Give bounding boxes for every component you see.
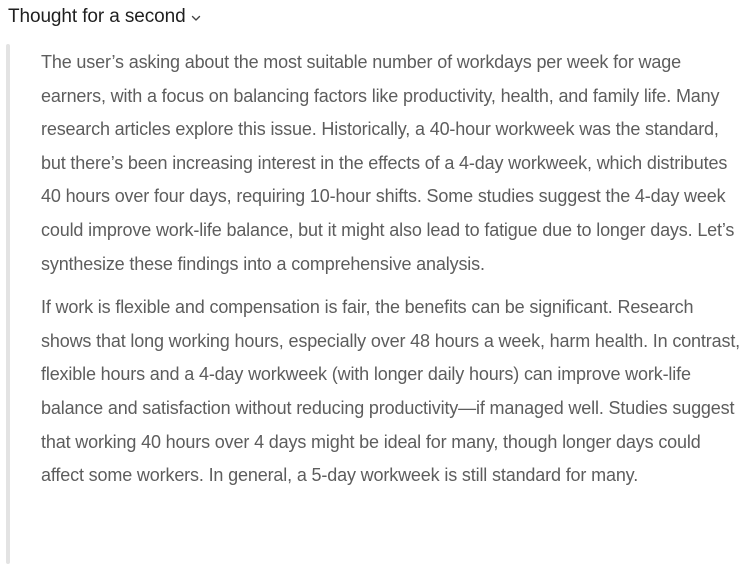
thought-content xyxy=(6,44,742,568)
thought-toggle-label: Thought for a second xyxy=(8,6,186,27)
thought-paragraph-2: If work is flexible and compensation is fair, the benefits can be significant. Research shows that long working hours, especially over 48 hours a week, harm health. In contrast, flexible hours and a 4-day workweek (with longer daily hours) can improve work-life balance and satisfaction without reducing productivity—if managed well. Studies suggest that working 40 hours over 4 days might be ideal for many, though longer days could affect some workers. In general, a 5-day workweek is still standard for many. xyxy=(41,297,741,486)
thought-paragraph-1: The user’s asking about the most suitable number of workdays per week for wage earners, with a focus on balancing factors like productivity, health, and family life. Many research articles explore this issue. Historically, a 40-hour workweek was the standard, but there’s been increasing interest in the effects of a 4-day workweek, which distributes 40 hours over four days, requiring 10-hour shifts. Some studies suggest the 4-day week could improve work-life balance, but it might also lead to fatigue due to longer days. Let’s synthesize these findings into a comprehensive analysis. xyxy=(41,52,735,274)
chevron-down-icon xyxy=(190,12,202,24)
thought-text xyxy=(41,46,741,493)
thought-rail xyxy=(6,44,10,564)
thought-toggle[interactable] xyxy=(8,6,202,28)
